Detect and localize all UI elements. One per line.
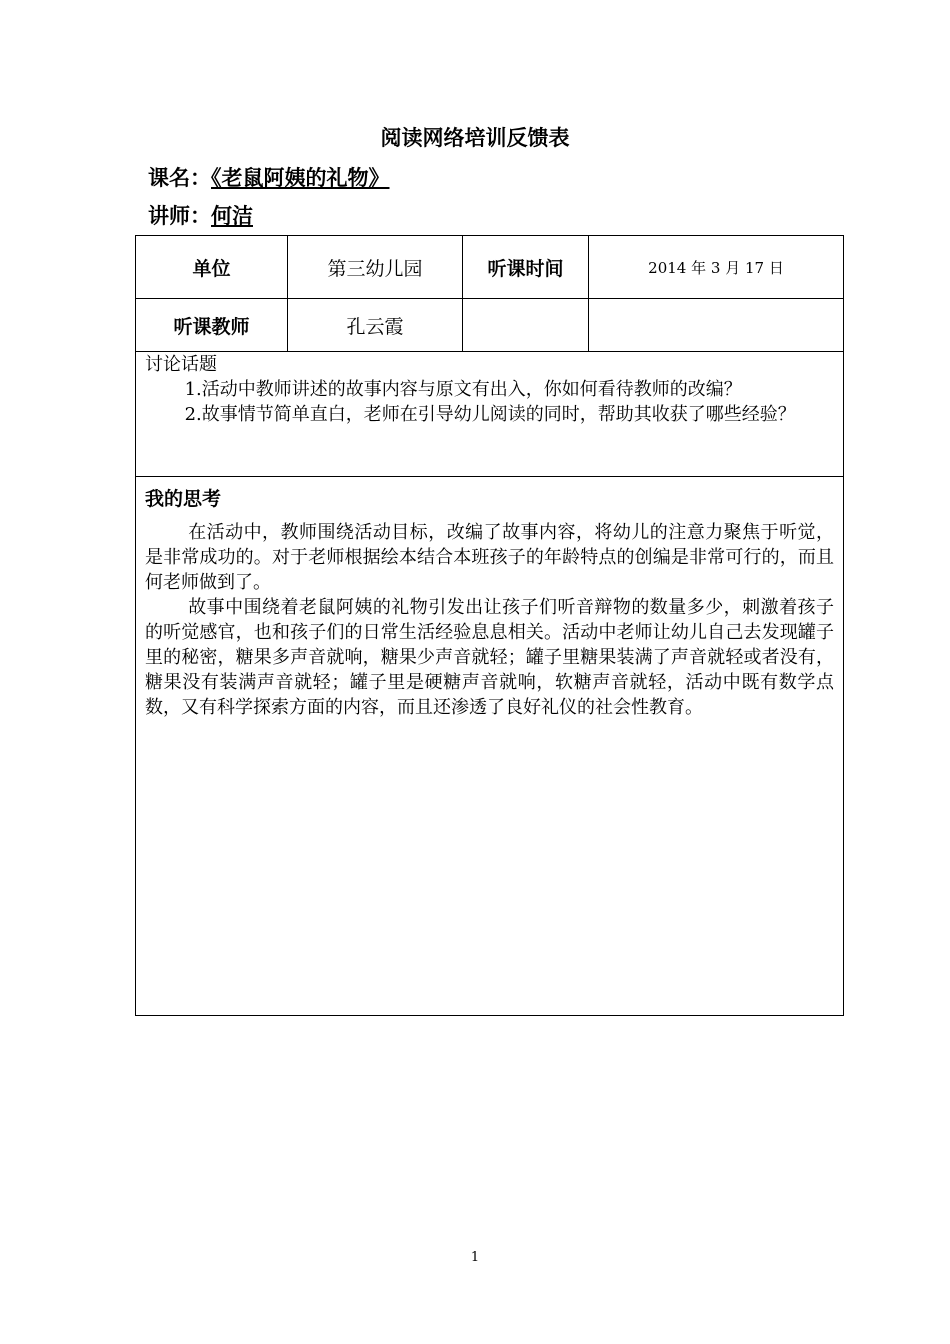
lecturer-line (148, 200, 253, 230)
thinking-paragraph: 故事中围绕着老鼠阿姨的礼物引发出让孩子们听音辩物的数量多少，刺激着孩子的听觉感官，也和孩子们的日常生活经验息息相关。活动中老师让幼儿自己去发现罐子里的秘密，糖果多声音就响，糖果少声音就轻；罐子里糖果装满了声音就轻或者没有，糖果没有装满声音就轻；罐子里是硬糖声音就响，软糖声音就轻，活动中既有数学点数，又有科学探索方面的内容，而且还渗透了良好礼仪的社会性教育。 (145, 597, 834, 718)
listener-value: 孔云霞 (288, 299, 463, 352)
thinking-heading: 我的思考 (145, 488, 222, 510)
document-title: 阅读网络培训反馈表 (380, 126, 570, 150)
thinking-row (136, 477, 844, 1016)
thinking-paragraph: 在活动中，教师围绕活动目标，改编了故事内容，将幼儿的注意力聚焦于听觉，是非常成功的。对于老师根据绘本结合本班孩子的年龄特点的创编是非常可行的，而且何老师做到了。 (145, 522, 834, 593)
course-label: 课名： (148, 166, 211, 190)
empty-cell (463, 299, 589, 352)
discussion-cell (136, 352, 844, 477)
empty-cell (589, 299, 844, 352)
discussion-item: 1.活动中教师讲述的故事内容与原文有出入，你如何看待教师的改编？ (184, 379, 742, 400)
table-row (136, 299, 844, 352)
thinking-cell (136, 477, 844, 1016)
table-row (136, 236, 844, 299)
feedback-table (135, 235, 844, 1016)
lecturer-name: 何洁 (211, 204, 253, 228)
unit-label: 单位 (136, 236, 288, 299)
discussion-item: 2.故事情节简单直白，老师在引导幼儿阅读的同时，帮助其收获了哪些经验？ (184, 404, 796, 425)
page-number: 1 (470, 1250, 480, 1265)
unit-value: 第三幼儿园 (288, 236, 463, 299)
course-line (148, 162, 390, 192)
lecturer-label: 讲师： (148, 204, 211, 228)
discussion-row (136, 352, 844, 477)
course-name: 《老鼠阿姨的礼物》 (211, 166, 390, 190)
discussion-heading: 讨论话题 (145, 354, 217, 375)
time-label: 听课时间 (463, 236, 589, 299)
listener-label: 听课教师 (136, 299, 288, 352)
time-value: 2014 年 3 月 17 日 (589, 236, 844, 299)
